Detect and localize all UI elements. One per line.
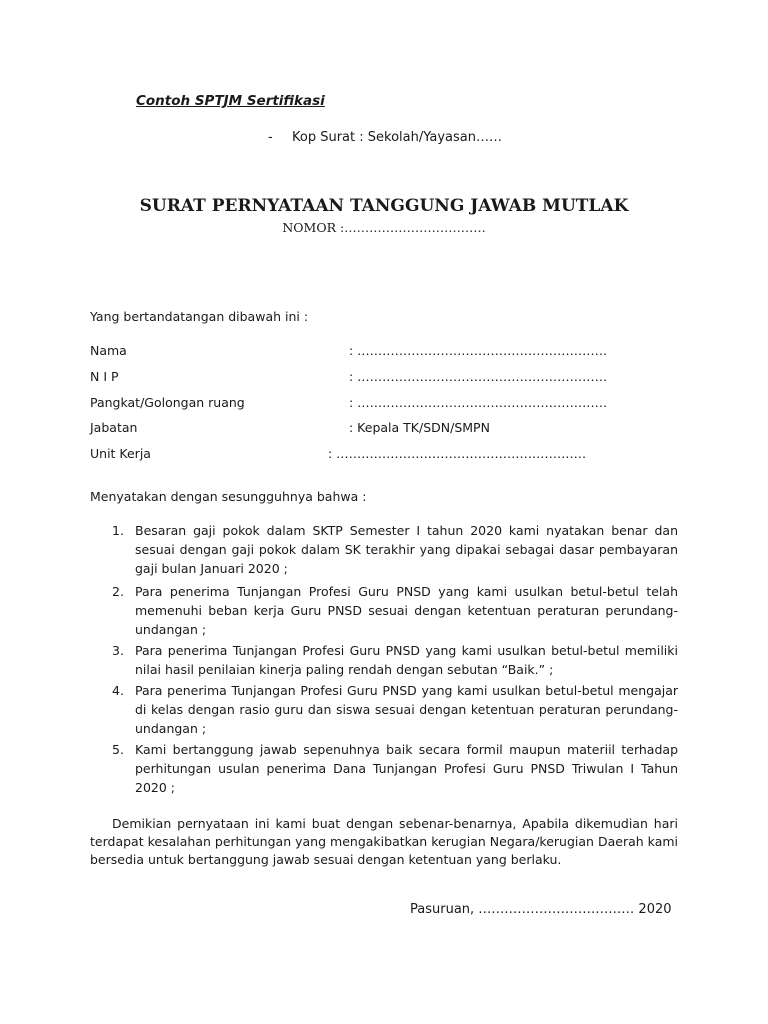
- field-label-nama: Nama: [90, 343, 127, 358]
- field-value-nip: : ……………………………………………………: [349, 369, 608, 384]
- field-value-nama: : ……………………………………………………: [349, 343, 608, 358]
- field-label-jabatan: Jabatan: [90, 420, 138, 435]
- list-number: 5.: [112, 742, 124, 757]
- field-label-nip: N I P: [90, 369, 119, 384]
- letterhead-text: Kop Surat : Sekolah/Yayasan……: [292, 130, 502, 145]
- list-number: 1.: [112, 523, 124, 538]
- letterhead-dash: -: [268, 130, 273, 145]
- example-title: Contoh SPTJM Sertifikasi: [136, 93, 325, 109]
- place-date-line: Pasuruan, ……………………………… 2020: [410, 902, 672, 917]
- statement-intro: Menyatakan dengan sesungguhnya bahwa :: [90, 489, 367, 504]
- list-text: Besaran gaji pokok dalam SKTP Semester I tahun 2020 kami nyatakan benar dan sesuai dengan gaji pokok dalam SK terakhir yang dipakai sebagai dasar pembayaran gaji bulan Januari 2020 ;: [135, 523, 678, 576]
- list-number: 2.: [112, 584, 124, 599]
- list-number: 4.: [112, 683, 124, 698]
- field-value-pangkat: : ……………………………………………………: [349, 395, 608, 410]
- list-number: 3.: [112, 643, 124, 658]
- list-text: Para penerima Tunjangan Profesi Guru PNSD yang kami usulkan betul-betul memiliki nilai hasil penilaian kinerja paling rendah dengan sebutan “Baik.” ;: [135, 643, 678, 677]
- document-title: SURAT PERNYATAAN TANGGUNG JAWAB MUTLAK: [139, 196, 629, 216]
- closing-paragraph: Demikian pernyataan ini kami buat dengan sebenar-benarnya, Apabila dikemudian hari terdapat kesalahan perhitungan yang mengakibatkan kerugian Negara/kerugian Daerah kami bersedia untuk bertanggung jawab sesuai dengan ketentuan yang berlaku.: [90, 816, 678, 867]
- letterhead-line: [268, 130, 502, 145]
- field-value-unit-kerja: : ……………………………………………………: [328, 446, 587, 461]
- list-text: Para penerima Tunjangan Profesi Guru PNSD yang kami usulkan betul-betul telah memenuhi beban kerja Guru PNSD sesuai dengan ketentuan peraturan perundang-undangan ;: [135, 584, 678, 637]
- field-label-pangkat: Pangkat/Golongan ruang: [90, 395, 245, 410]
- field-value-jabatan: : Kepala TK/SDN/SMPN: [349, 420, 490, 435]
- list-text: Kami bertanggung jawab sepenuhnya baik secara formil maupun materiil terhadap perhitungan usulan penerima Dana Tunjangan Profesi Guru PNSD Triwulan I Tahun 2020 ;: [135, 742, 678, 795]
- intro-text: Yang bertandatangan dibawah ini :: [90, 309, 309, 324]
- list-text: Para penerima Tunjangan Profesi Guru PNSD yang kami usulkan betul-betul mengajar di kelas dengan rasio guru dan siswa sesuai dengan ketentuan peraturan perundang-undangan ;: [135, 683, 678, 736]
- field-label-unit-kerja: Unit Kerja: [90, 446, 151, 461]
- document-number: NOMOR :…………………………….: [282, 220, 486, 235]
